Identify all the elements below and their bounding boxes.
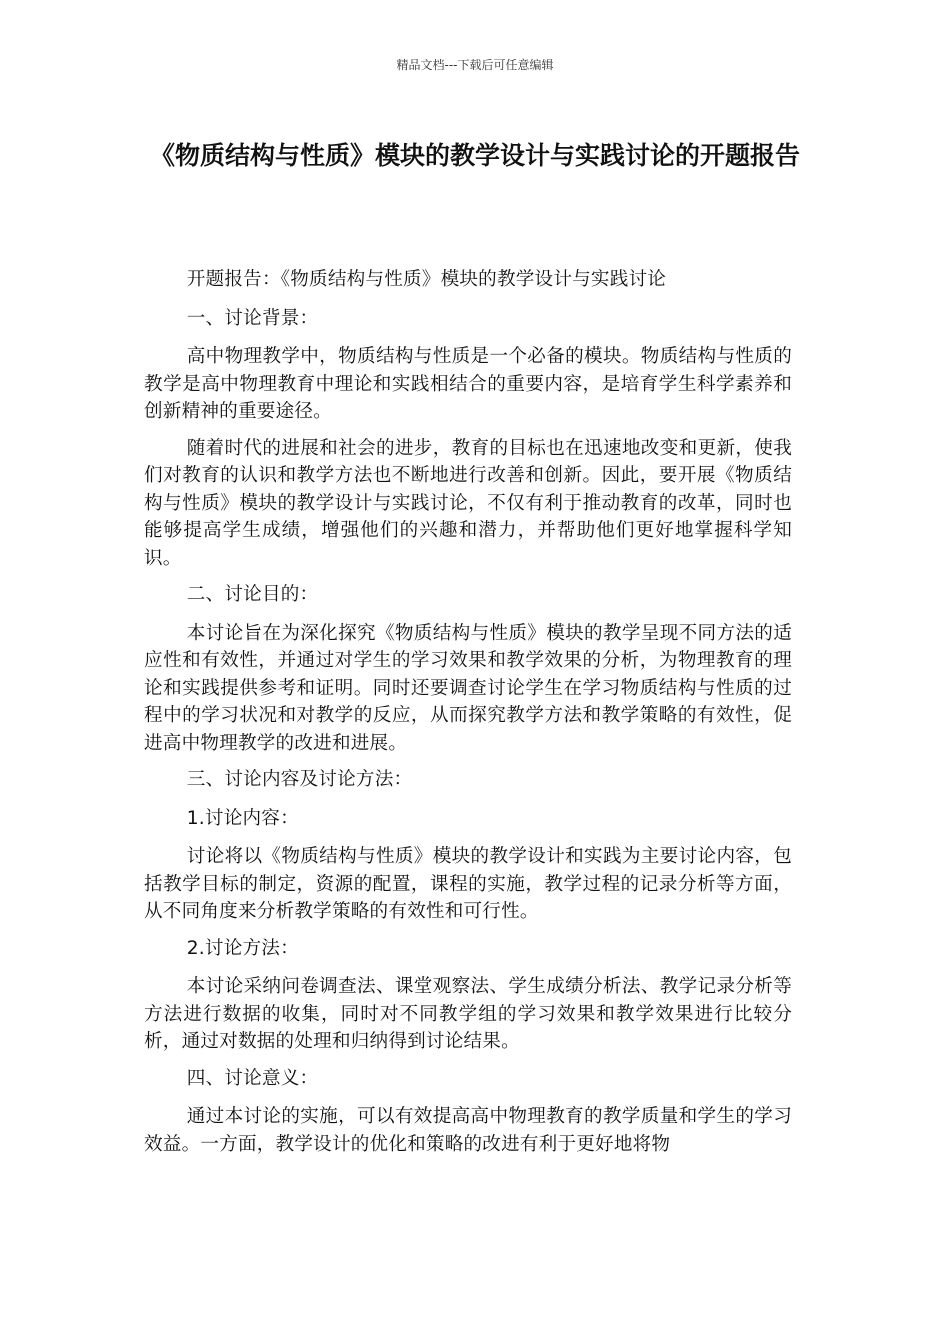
- paragraph: 本讨论采纳问卷调查法、课堂观察法、学生成绩分析法、教学记录分析等方法进行数据的收集，同时对不同教学组的学习效果和教学效果进行比较分析，通过对数据的处理和归纳得到讨论结果。: [144, 976, 792, 1052]
- page-header: 精品文档---下载后可任意编辑: [396, 58, 554, 72]
- section-heading-purpose: 二、讨论目的：: [186, 584, 319, 605]
- paragraph: 随着时代的进展和社会的进步，教育的目标也在迅速地改变和更新，使我们对教育的认识和教学方法也不断地进行改善和创新。因此，要开展《物质结构与性质》模块的教学设计与实践讨论，不仅有利于推动教育的改革，同时也能够提高学生成绩，增强他们的兴趣和潜力，并帮助他们更好地掌握科学知识。: [144, 437, 792, 569]
- document-title: 《物质结构与性质》模块的教学设计与实践讨论的开题报告: [149, 141, 800, 170]
- section-heading-significance: 四、讨论意义：: [186, 1067, 319, 1089]
- paragraph: 讨论将以《物质结构与性质》模块的教学设计和实践为主要讨论内容，包括教学目标的制定，资源的配置，课程的实施，教学过程的记录分析等方面，从不同角度来分析教学策略的有效性和可行性。: [144, 846, 792, 922]
- section-heading-background: 一、讨论背景：: [186, 307, 319, 329]
- subsection-heading-content: 1.讨论内容：: [186, 807, 299, 829]
- paragraph: 本讨论旨在为深化探究《物质结构与性质》模块的教学呈现不同方法的适应性和有效性，并通过对学生的学习效果和教学效果的分析，为物理教育的理论和实践提供参考和证明。同时还要调查讨论学生在学习物质结构与性质的过程中的学习状况和对教学的反应，从而探究教学方法和教学策略的有效性，促进高中物理教学的改进和进展。: [144, 622, 792, 754]
- subsection-heading-method: 2.讨论方法：: [186, 937, 299, 959]
- paragraph: 通过本讨论的实施，可以有效提高高中物理教育的教学质量和学生的学习效益。一方面，教学设计的优化和策略的改进有利于更好地将物: [144, 1106, 792, 1155]
- document-body: [144, 266, 792, 1167]
- report-heading: 开题报告：《物质结构与性质》模块的教学设计与实践讨论: [186, 269, 667, 290]
- section-heading-content-method: 三、讨论内容及讨论方法：: [186, 769, 413, 790]
- paragraph: 高中物理教学中，物质结构与性质是一个必备的模块。物质结构与性质的教学是高中物理教育中理论和实践相结合的重要内容，是培育学生科学素养和创新精神的重要途径。: [144, 346, 792, 422]
